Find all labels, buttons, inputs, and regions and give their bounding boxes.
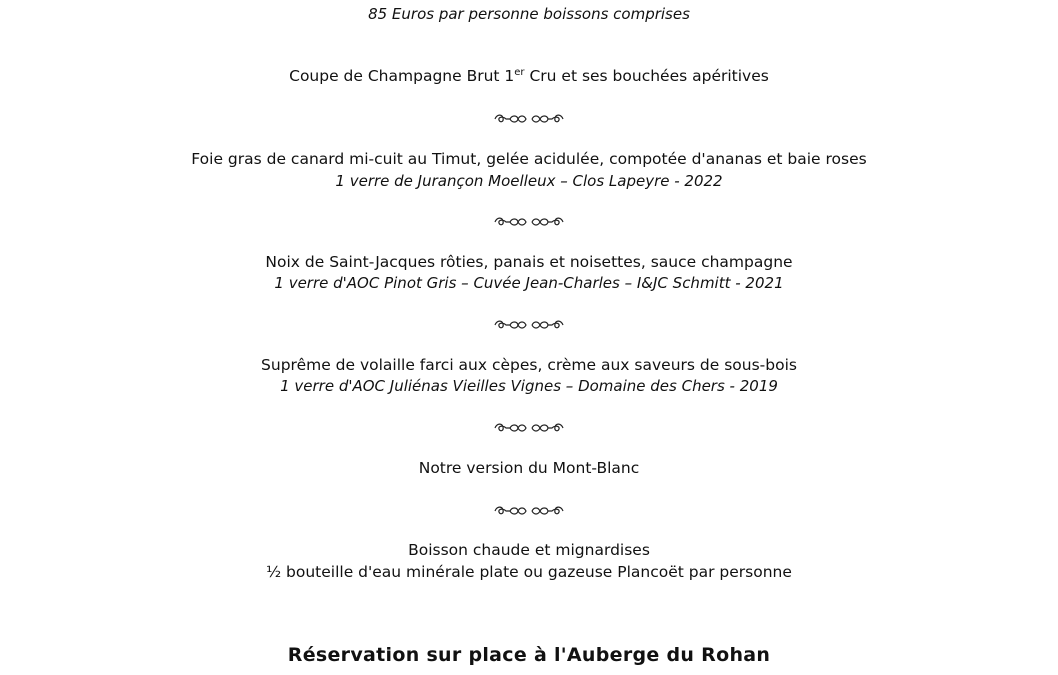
ornament-divider-icon xyxy=(0,420,1058,435)
course-1-dish: Foie gras de canard mi-cuit au Timut, gelée acidulée, compotée d'ananas et baie roses xyxy=(191,150,867,168)
aperitif-text-prefix: Coupe de Champagne Brut 1 xyxy=(289,67,515,85)
course-3-wine: 1 verre d'AOC Juliénas Vieilles Vignes – Domaine des Chers - 2019 xyxy=(280,377,778,395)
course-3-dish: Suprême de volaille farci aux cèpes, crème aux saveurs de sous-bois xyxy=(261,356,797,374)
aperitif-text-sup: er xyxy=(514,67,525,78)
ornament-divider-icon xyxy=(0,317,1058,332)
course-2-wine: 1 verre d'AOC Pinot Gris – Cuvée Jean-Charles – I&JC Schmitt - 2021 xyxy=(274,274,784,292)
course-2-dish: Noix de Saint-Jacques rôties, panais et noisettes, sauce champagne xyxy=(265,253,793,271)
course-5-extra: ½ bouteille d'eau minérale plate ou gazeuse Plancoët par personne xyxy=(266,563,792,581)
course-5-dish: Boisson chaude et mignardises xyxy=(408,541,650,559)
course-4-dish: Notre version du Mont-Blanc xyxy=(418,459,640,477)
aperitif-dish xyxy=(0,67,1058,85)
ornament-divider-icon xyxy=(0,214,1058,229)
ornament-divider-icon xyxy=(0,111,1058,126)
price-line: 85 Euros par personne boissons comprises xyxy=(368,5,690,23)
aperitif-text-suffix: Cru et ses bouchées apéritives xyxy=(524,67,769,85)
ornament-divider-icon xyxy=(0,503,1058,518)
reservation-note: Réservation sur place à l'Auberge du Rohan xyxy=(287,644,771,666)
course-1-wine: 1 verre de Jurançon Moelleux – Clos Lapeyre - 2022 xyxy=(335,172,723,190)
